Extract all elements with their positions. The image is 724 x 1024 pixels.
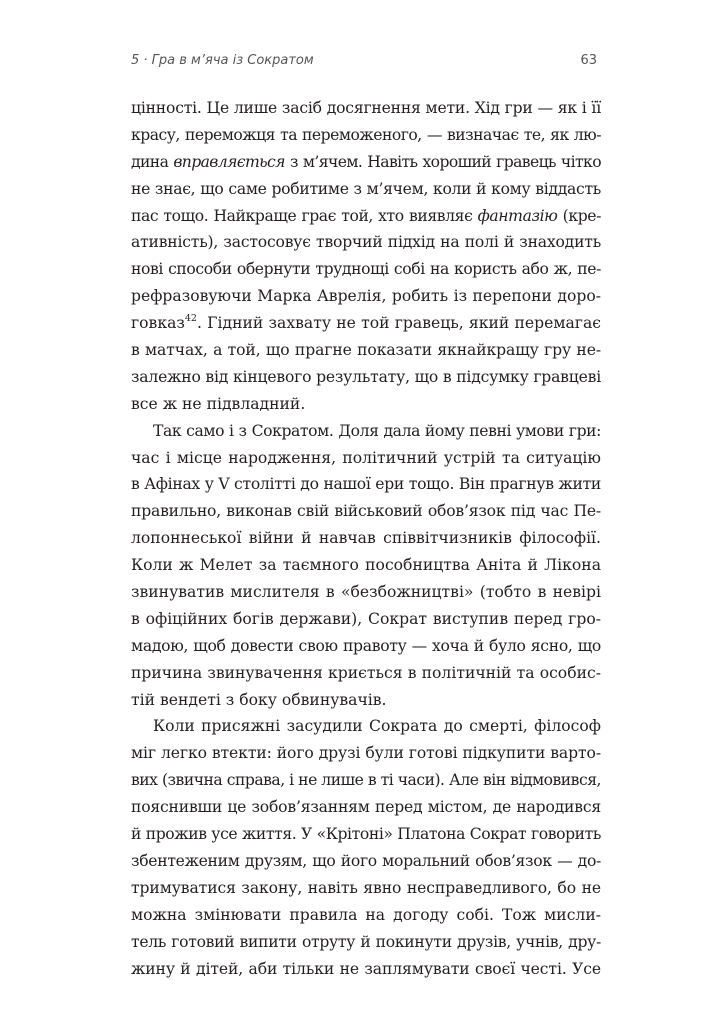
text-segment: залежно від кінцевого результату, що в підсумку гравцеві [131,367,601,386]
text-segment: лопоннеської війни й навчав співвітчизників філософії. [131,529,601,548]
text-segment: красу, переможця та переможеного, — визначає те, як лю- [131,125,601,144]
text-line [131,794,601,821]
running-head [131,53,597,75]
text-line [131,95,601,122]
text-line [131,122,601,149]
text-line [131,337,601,364]
text-segment: пояснивши це зобов’язанням перед містом, де народився [131,798,601,817]
text-line [131,713,601,740]
text-segment: пас тощо. Найкраще грає той, хто виявляє [131,206,478,225]
chapter-title: 5 · Гра в м’яча із Сократом [131,53,314,68]
text-line [131,848,601,875]
text-segment: мадою, щоб довести свою правоту — хоча й було ясно, що [131,636,601,655]
emphasis-text: вправляється [173,152,285,171]
text-segment: міг легко втекти: його друзі були готові підкупити варто- [131,744,601,763]
text-segment: тій вендеті з боку обвинувачів. [131,690,387,709]
text-segment: говказ [131,314,185,333]
text-segment: все ж не підвладний. [131,394,306,413]
text-line [131,552,601,579]
text-segment: в офіційних богів держави), Сократ виступив перед гро- [131,609,601,628]
text-segment: дина [131,152,174,171]
text-segment: Так само і з Сократом. Доля дала йому певні умови гри: [153,421,601,440]
text-segment: збентеженим друзям, що його моральний обов’язок — до- [131,851,601,870]
text-segment: тримуватися закону, навіть явно несправедливого, бо не [131,878,601,897]
text-line [131,767,601,794]
text-line [131,498,601,525]
text-segment: в Афінах у V столітті до нашої ери тощо. Він прагнув жити [131,475,601,494]
text-segment: правильно, виконав свій військовий обов’язок під час Пе- [131,502,601,521]
text-segment: рефразовуючи Марка Аврелія, робить із перепони доро- [131,287,601,306]
text-segment: не знає, що саме робитиме з м’ячем, коли й кому віддасть [131,179,601,198]
text-line [131,929,601,956]
text-line [131,471,601,498]
emphasis-text: фантазію [477,206,558,225]
text-line [131,149,601,176]
text-segment: цінності. Це лише засіб досягнення мети. Хід гри — як і її [131,99,601,117]
text-line [131,740,601,767]
text-line [131,203,601,230]
text-line [131,256,601,283]
text-line [131,660,601,687]
text-segment: причина звинувачення криється в політичній та особис- [131,663,601,682]
text-segment: вих (звична справа, і не лише в ті часи). Але він відмовився, [131,771,601,790]
text-line [131,283,601,310]
text-line [131,902,601,929]
text-line [131,821,601,848]
text-segment: й прожив усе життя. У «Крітоні» Платона Сократ говорить [131,825,601,844]
text-line [131,391,601,418]
text-line [131,875,601,902]
footnote-ref[interactable]: 42 [184,313,197,325]
text-line [131,418,601,445]
text-segment: в матчах, а той, що прагне показати якнайкращу гру не- [131,341,601,360]
text-line [131,229,601,256]
text-segment: . Гідний захвату не той гравець, який перемагає [196,314,601,333]
text-line [131,579,601,606]
text-segment: час і місце народження, політичний устрій та ситуацію [131,448,601,467]
text-segment: нові способи обернути труднощі собі на користь або ж, пе- [131,260,601,279]
text-line [131,364,601,391]
text-line [131,956,601,983]
text-segment: (кре- [557,206,601,225]
text-line [131,633,601,660]
text-segment: можна змінювати правила на догоду собі. Тож мисли- [131,905,601,924]
text-line [131,606,601,633]
text-line [131,176,601,203]
text-segment: звинуватив мислителя в «безбожництві» (тобто в невірі [131,583,601,602]
text-segment: ативність), застосовує творчий підхід на полі й знаходить [131,233,601,252]
text-line [131,445,601,472]
text-segment: Коли присяжні засудили Сократа до смерті, філософ [153,717,601,736]
body-text [131,95,601,982]
text-segment: тель готовий випити отруту й покинути друзів, учнів, дру- [131,932,601,951]
text-segment: Коли ж Мелет за таємного пособництва Аніта й Лікона [131,556,601,575]
text-segment: з м’ячем. Навіть хороший гравець чітко [284,152,601,171]
page-number: 63 [580,53,597,68]
text-line [131,310,601,337]
text-segment: жину й дітей, аби тільки не заплямувати своєї честі. Усе [131,959,601,978]
text-line [131,687,601,714]
text-line [131,525,601,552]
